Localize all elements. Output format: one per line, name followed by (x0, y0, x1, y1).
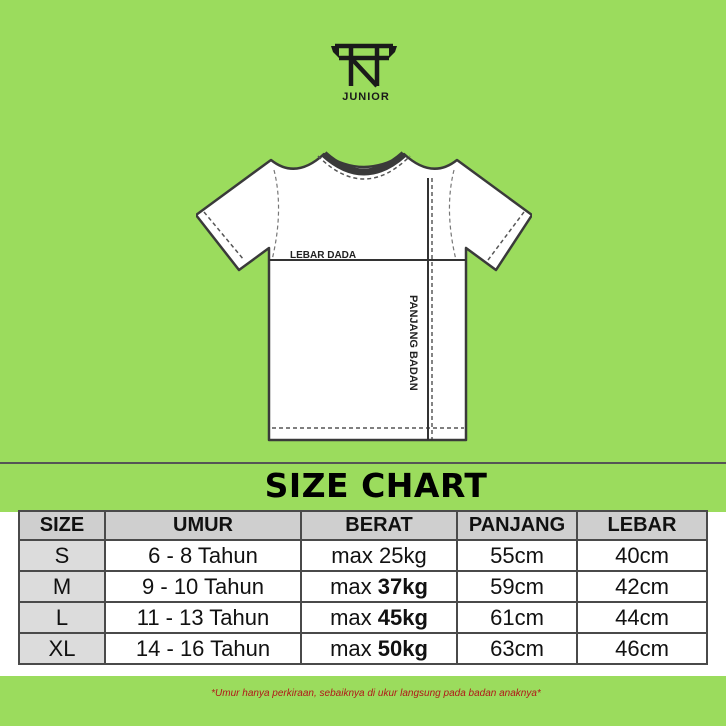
age-disclaimer-note: *Umur hanya perkiraan, sebaiknya di ukur langsung pada badan anaknya* (211, 688, 541, 699)
width-cell: 40cm (577, 540, 707, 571)
weight-cell: max 45kg (301, 602, 457, 633)
brand-name: JUNIOR (342, 91, 390, 103)
chest-width-label: LEBAR DADA (290, 250, 357, 261)
weight-value: 45kg (377, 604, 428, 630)
footer-band (0, 676, 726, 726)
size-cell: S (19, 540, 105, 571)
weight-value: 37kg (377, 573, 428, 599)
age-cell: 6 - 8 Tahun (105, 540, 301, 571)
header-length: PANJANG (457, 511, 577, 540)
length-cell: 59cm (457, 571, 577, 602)
size-cell: M (19, 571, 105, 602)
weight-value: 25kg (378, 542, 427, 568)
weight-value: 50kg (377, 635, 428, 661)
table-row (19, 571, 707, 602)
size-cell: L (19, 602, 105, 633)
width-cell: 46cm (577, 633, 707, 664)
length-cell: 55cm (457, 540, 577, 571)
tshirt-diagram (196, 150, 532, 445)
header-width: LEBAR (577, 511, 707, 540)
age-cell: 9 - 10 Tahun (105, 571, 301, 602)
length-cell: 63cm (457, 633, 577, 664)
table-row (19, 633, 707, 664)
header-age: UMUR (105, 511, 301, 540)
header-weight: BERAT (301, 511, 457, 540)
weight-cell: max 50kg (301, 633, 457, 664)
age-cell: 11 - 13 Tahun (105, 602, 301, 633)
header-size: SIZE (19, 511, 105, 540)
tshirt-outline (196, 154, 532, 440)
weight-cell: max 25kg (301, 540, 457, 571)
length-cell: 61cm (457, 602, 577, 633)
width-cell: 42cm (577, 571, 707, 602)
width-cell: 44cm (577, 602, 707, 633)
size-cell: XL (19, 633, 105, 664)
table-row (19, 540, 707, 571)
table-header-row (19, 511, 707, 540)
size-chart-title: SIZE CHART (264, 466, 488, 505)
body-length-label: PANJANG BADAN (407, 295, 419, 391)
age-cell: 14 - 16 Tahun (105, 633, 301, 664)
table-row (19, 602, 707, 633)
weight-cell: max 37kg (301, 571, 457, 602)
size-table (18, 510, 708, 665)
